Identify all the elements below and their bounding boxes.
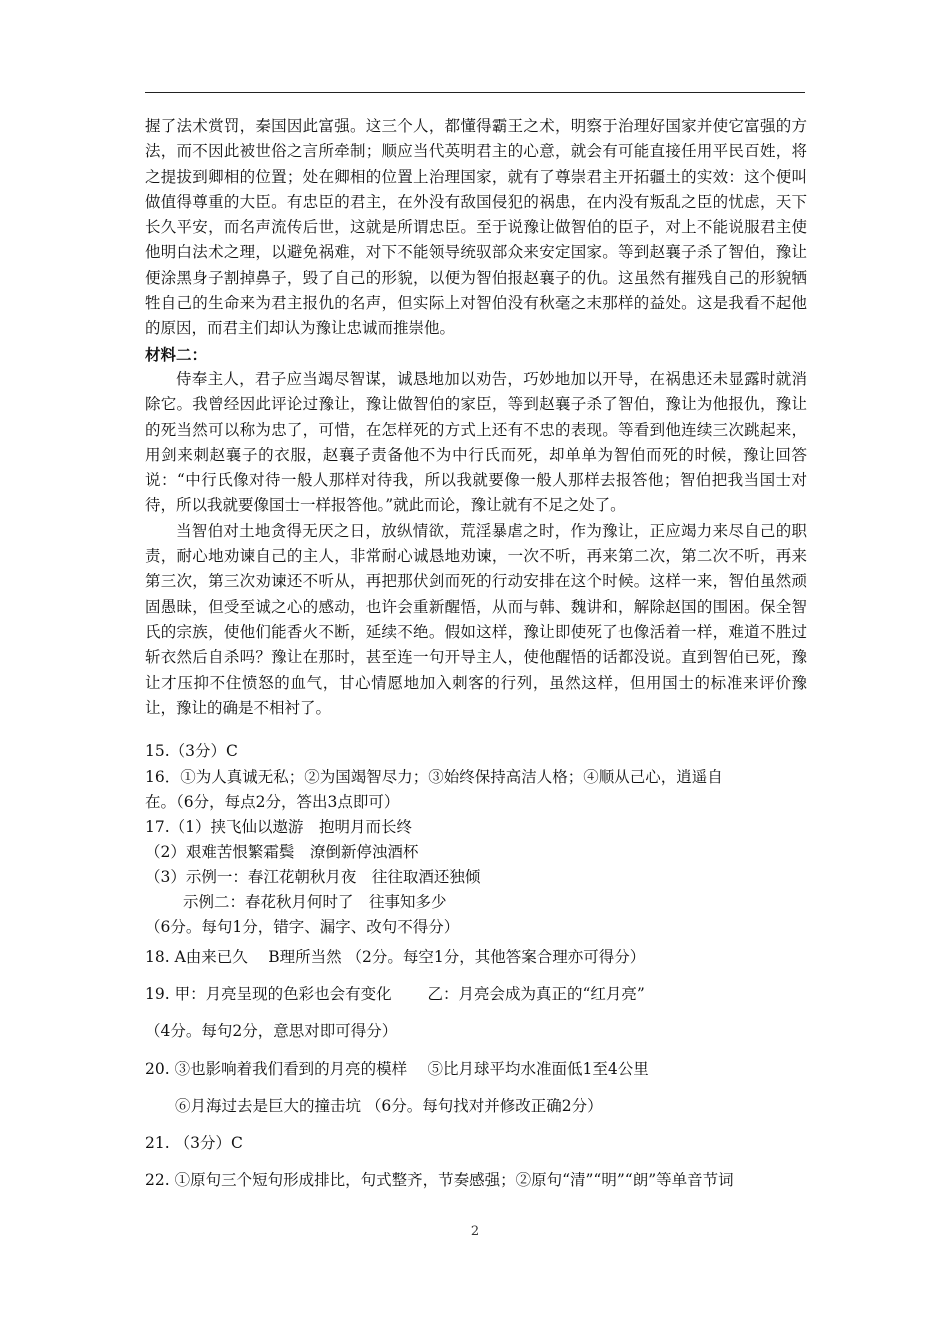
material2-heading: 材料二： xyxy=(145,344,208,364)
answer-17-line2: （2）艰难苦恨繁霜鬓 潦倒新停浊酒杯 xyxy=(145,843,419,861)
answer-17-line3: （3）示例一：春江花朝秋月夜 往往取酒还独倾 xyxy=(145,868,481,886)
answer-17-line1: 17.（1）挟飞仙以遨游 抱明月而长终 xyxy=(145,818,413,836)
answer-16-line2: 在。（6分，每点2分，答出3点即可） xyxy=(145,793,400,811)
answer-17-line5: （6分。每句1分，错字、漏字、改句不得分） xyxy=(145,918,460,936)
page-number: 2 xyxy=(470,1224,480,1239)
answer-19-line1: 19. 甲：月亮呈现的色彩也会有变化 乙：月亮会成为真正的“红月亮” xyxy=(145,985,645,1003)
answer-21: 21. （3分）C xyxy=(145,1134,243,1152)
answer-22-line1: 22. ①原句三个短句形成排比，句式整齐，节奏感强；②原句“清”“明”“朗”等单音节词 xyxy=(145,1171,734,1189)
material2-paragraph-1: 侍奉主人，君子应当竭尽智谋，诚恳地加以劝告，巧妙地加以开导，在祸患还未显露时就消除它。我曾经因此评论过豫让，豫让做智伯的家臣，等到赵襄子杀了智伯，豫让为他报仇，豫让的死当然可以称为忠了，可惜，在怎样死的方式上还有不忠的表现。等看到他连续三次跳起来，用剑来刺赵襄子的衣服，赵襄子责备他不为中行氏而死，却单单为智伯而死的时候，豫让回答说：“中行氏像对待一般人那样对待我，所以我就要像一般人那样去报答他；智伯把我当国士对待，所以我就要像国士一样报答他。”就此而论，豫让就有不足之处了。 xyxy=(145,369,807,515)
answer-18: 18. A由来已久 B理所当然 （2分。每空1分，其他答案合理亦可得分） xyxy=(145,948,646,966)
material-text xyxy=(145,114,807,721)
header-rule xyxy=(145,92,805,93)
answer-15: 15.（3分）C xyxy=(145,742,238,760)
answer-19-line2: （4分。每句2分，意思对即可得分） xyxy=(145,1022,398,1040)
answer-16-line1: 16．①为人真诚无私；②为国竭智尽力；③始终保持高洁人格；④顺从己心，逍遥自 xyxy=(145,768,723,786)
material1-paragraph: 握了法术赏罚，秦国因此富强。这三个人，都懂得霸王之术，明察于治理好国家并使它富强的方法，而不因此被世俗之言所牵制；顺应当代英明君主的心意，就会有可能直接任用平民百姓，将之提拔到卿相的位置；处在卿相的位置上治理国家，就有了尊崇君主开拓疆土的实效：这个便叫做值得尊重的大臣。有忠臣的君主，在外没有敌国侵犯的祸患，在内没有叛乱之臣的忧虑，天下长久平安，而名声流传后世，这就是所谓忠臣。至于说豫让做智伯的臣子，对上不能说服君主使他明白法术之理，以避免祸难，对下不能领导统驭部众来安定国家。等到赵襄子杀了智伯，豫让便涂黑身子割掉鼻子，毁了自己的形貌，以便为智伯报赵襄子的仇。这虽然有摧残自己的形貌牺牲自己的生命来为君主报仇的名声，但实际上对智伯没有秋毫之末那样的益处。这是我看不起他的原因，而君主们却认为豫让忠诚而推崇他。 xyxy=(145,117,807,338)
answer-17-line4: 示例二：春花秋月何时了 往事知多少 xyxy=(183,893,447,911)
answer-20-line1: 20. ③也影响着我们看到的月亮的模样 ⑤比月球平均水准面低1至4公里 xyxy=(145,1060,649,1078)
answer-20-line2: ⑥月海过去是巨大的撞击坑 （6分。每句找对并修改正确2分） xyxy=(175,1097,603,1115)
material2-paragraph-2: 当智伯对土地贪得无厌之日，放纵情欲，荒淫暴虐之时，作为豫让，正应竭力来尽自己的职责，耐心地劝谏自己的主人，非常耐心诚恳地劝谏，一次不听，再来第二次，第二次不听，再来第三次，第三次劝谏还不听从，再把那伏剑而死的行动安排在这个时候。这样一来，智伯虽然顽固愚昧，但受至诚之心的感动，也许会重新醒悟，从而与韩、魏讲和，解除赵国的围困。保全智氏的宗族，使他们能香火不断，延续不绝。假如这样，豫让即使死了也像活着一样，难道不胜过斩衣然后自杀吗？豫让在那时，甚至连一句开导主人，使他醒悟的话都没说。直到智伯已死，豫让才压抑不住愤怒的血气，甘心情愿地加入刺客的行列，虽然这样，但用国士的标准来评价豫让，豫让的确是不相衬了。 xyxy=(145,521,807,717)
